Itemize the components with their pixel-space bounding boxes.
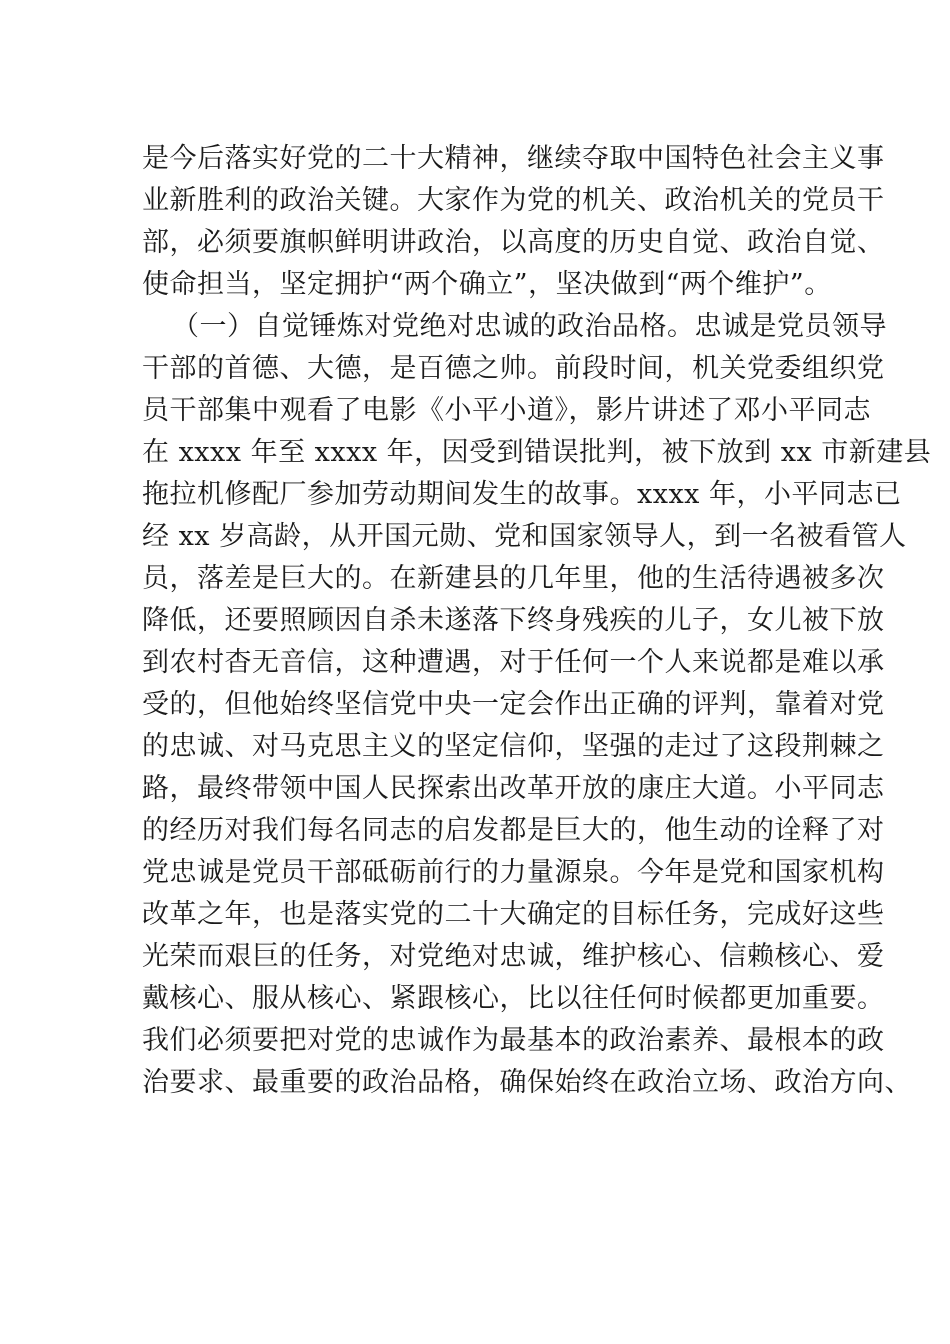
text-line: 使命担当，坚定拥护“两个确立”，坚决做到“两个维护”。 bbox=[142, 269, 832, 300]
text-line: 经 xx 岁高龄，从开国元勋、党和国家领导人，到一名被看管人 bbox=[142, 521, 907, 552]
text-line: 到农村杳无音信，这种遭遇，对于任何一个人来说都是难以承 bbox=[142, 647, 885, 678]
text-line: 的忠诚、对马克思主义的坚定信仰，坚强的走过了这段荆棘之 bbox=[142, 731, 885, 762]
text-line: 业新胜利的政治关键。大家作为党的机关、政治机关的党员干 bbox=[142, 185, 885, 216]
body-text bbox=[142, 138, 932, 1104]
section-heading-line: （一）自觉锤炼对党绝对忠诚的政治品格。忠诚是党员领导 bbox=[172, 311, 887, 342]
text-line: 戴核心、服从核心、紧跟核心，比以往任何时候都更加重要。 bbox=[142, 983, 885, 1014]
text-line: 降低，还要照顾因自杀未遂落下终身残疾的儿子，女儿被下放 bbox=[142, 605, 885, 636]
text-line: 光荣而艰巨的任务，对党绝对忠诚，维护核心、信赖核心、爱 bbox=[142, 941, 885, 972]
text-line: 受的，但他始终坚信党中央一定会作出正确的评判，靠着对党 bbox=[142, 689, 885, 720]
text-line: 路，最终带领中国人民探索出改革开放的康庄大道。小平同志 bbox=[142, 773, 885, 804]
text-line: 我们必须要把对党的忠诚作为最基本的政治素养、最根本的政 bbox=[142, 1025, 885, 1056]
text-line: 的经历对我们每名同志的启发都是巨大的，他生动的诠释了对 bbox=[142, 815, 885, 846]
text-line: 部，必须要旗帜鲜明讲政治，以高度的历史自觉、政治自觉、 bbox=[142, 227, 885, 258]
text-line: 在 xxxx 年至 xxxx 年，因受到错误批判，被下放到 xx 市新建县 bbox=[142, 437, 932, 468]
text-line: 员，落差是巨大的。在新建县的几年里，他的生活待遇被多次 bbox=[142, 563, 885, 594]
text-line: 是今后落实好党的二十大精神，继续夺取中国特色社会主义事 bbox=[142, 143, 885, 174]
text-line: 改革之年，也是落实党的二十大确定的目标任务，完成好这些 bbox=[142, 899, 885, 930]
text-line: 干部的首德、大德，是百德之帅。前段时间，机关党委组织党 bbox=[142, 353, 885, 384]
text-line: 党忠诚是党员干部砥砺前行的力量源泉。今年是党和国家机构 bbox=[142, 857, 885, 888]
text-line: 员干部集中观看了电影《小平小道》，影片讲述了邓小平同志 bbox=[142, 395, 871, 426]
text-line: 治要求、最重要的政治品格，确保始终在政治立场、政治方向、 bbox=[142, 1067, 912, 1098]
text-line: 拖拉机修配厂参加劳动期间发生的故事。xxxx 年，小平同志已 bbox=[142, 479, 902, 510]
